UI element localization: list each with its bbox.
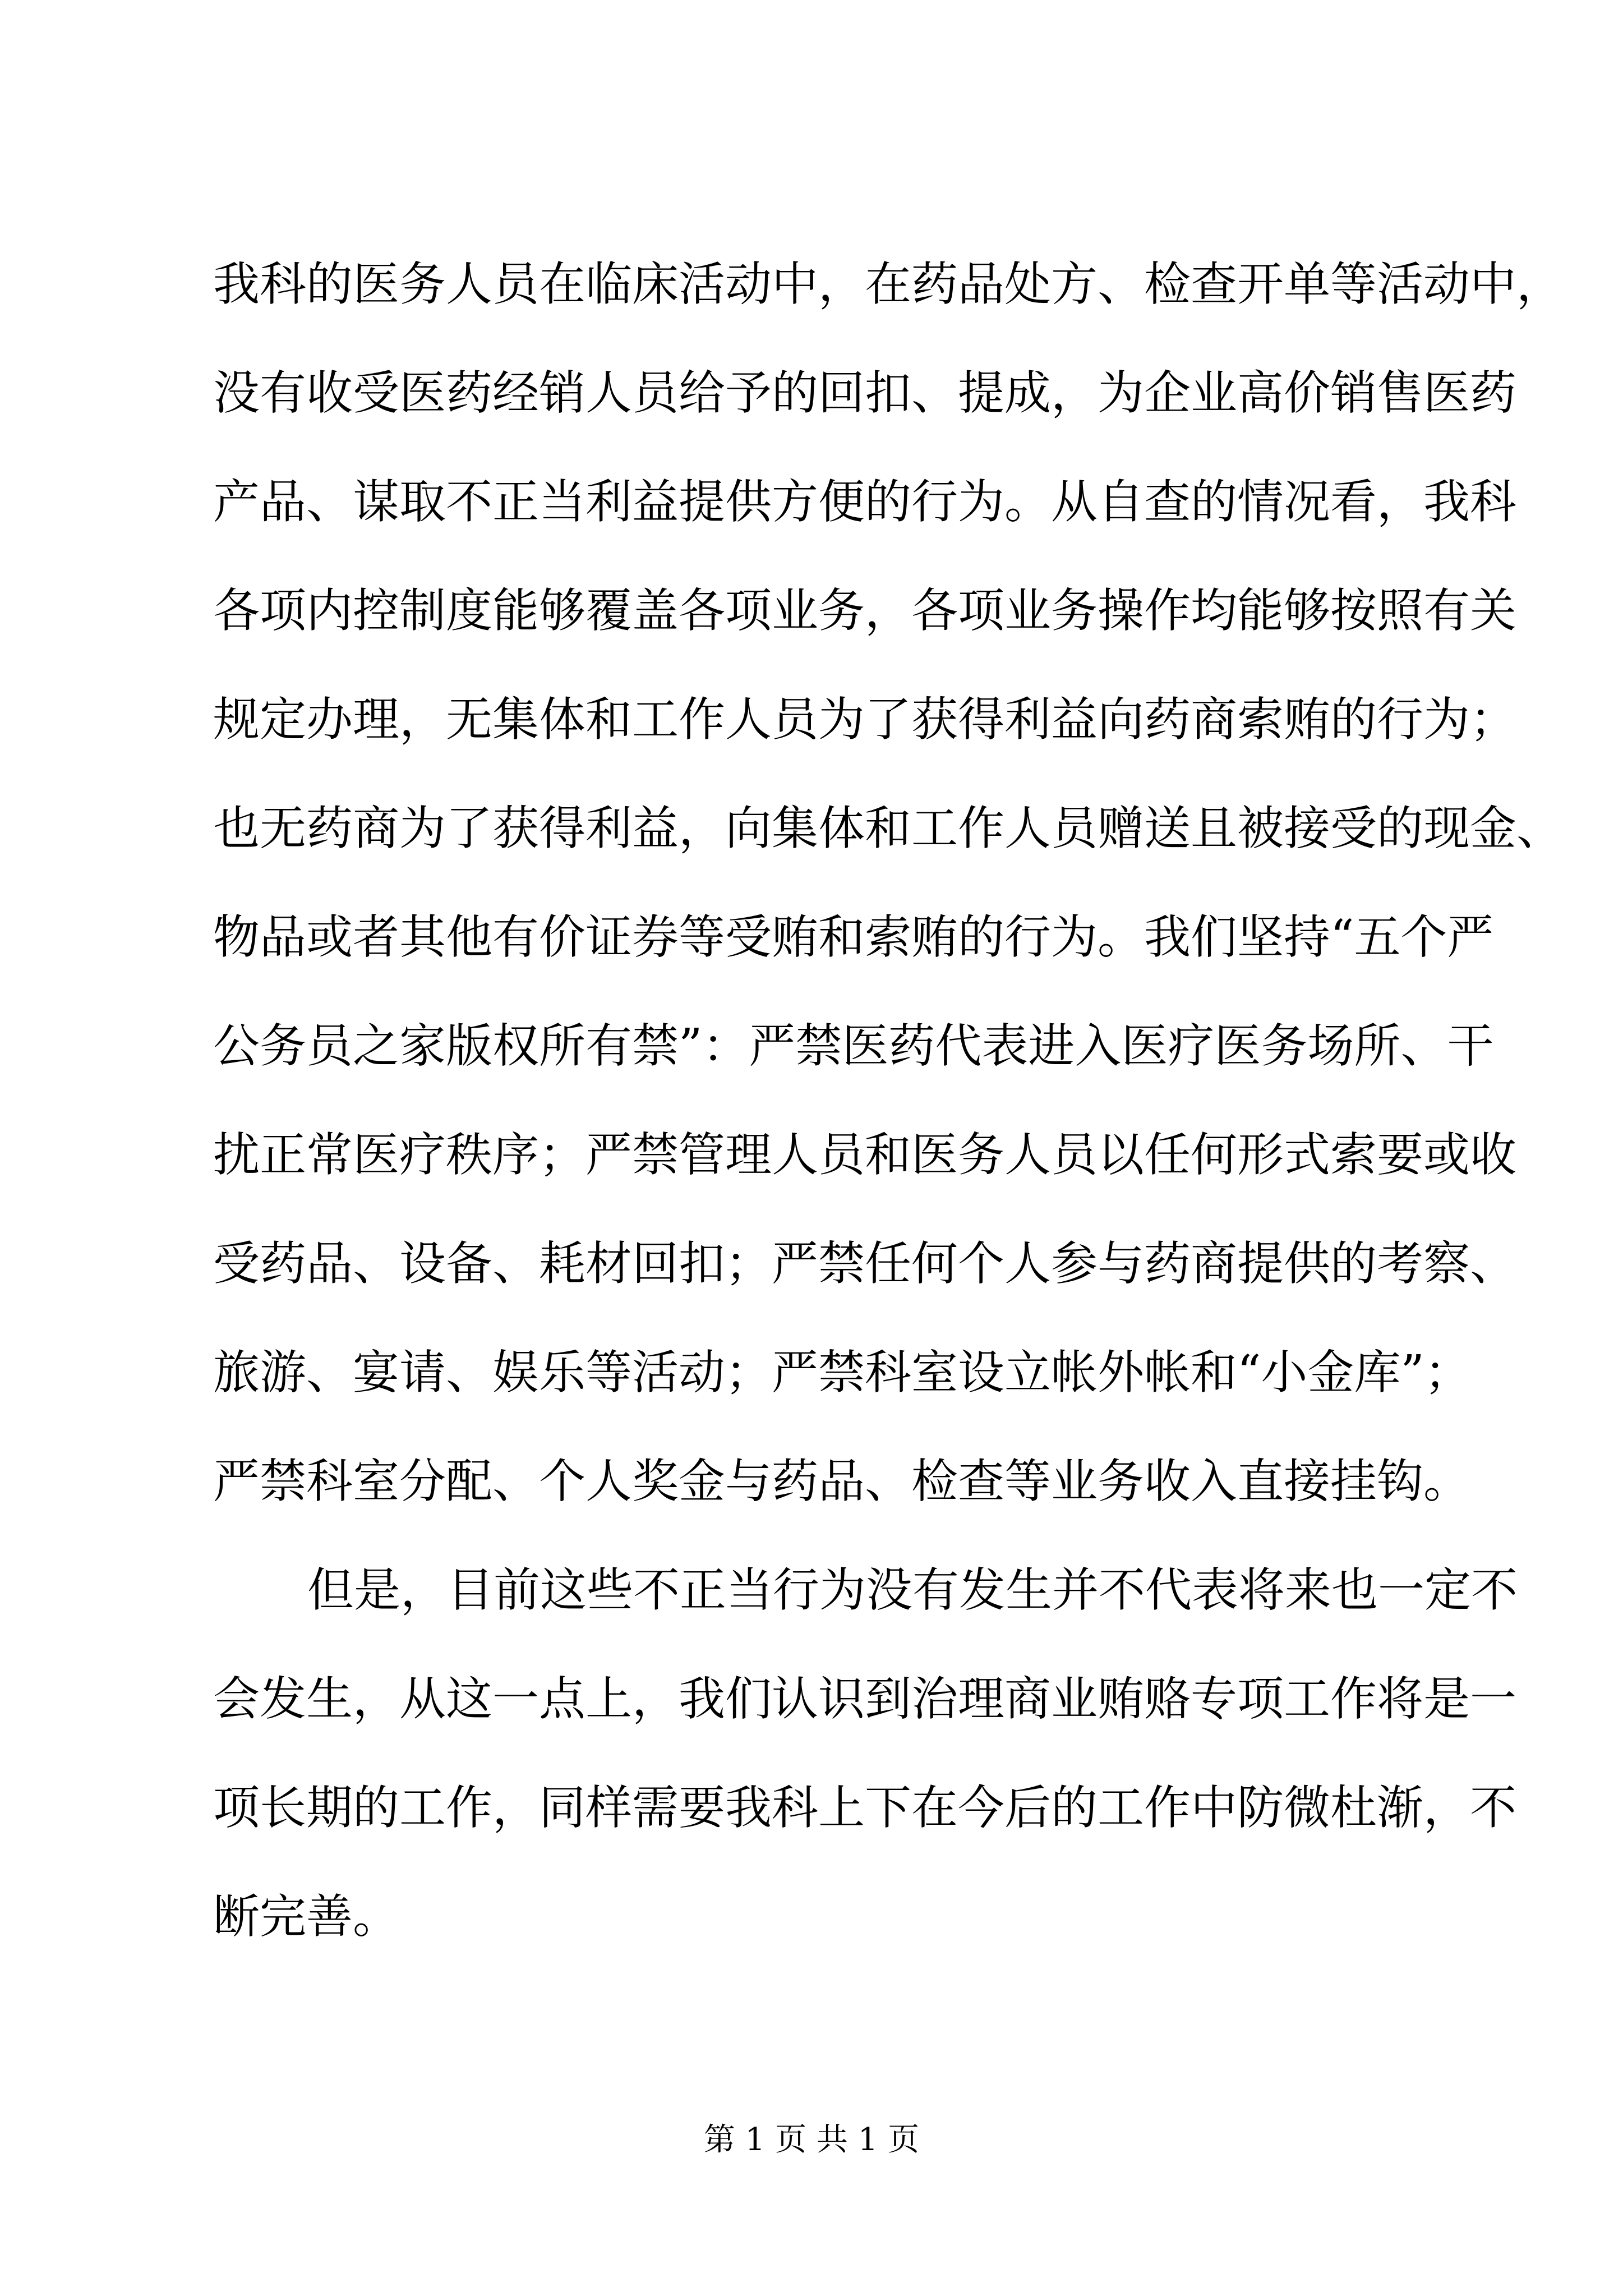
text-line: 旅游、宴请、娱乐等活动；严禁科室设立帐外帐和“小金库”；: [213, 1345, 1471, 1400]
text-line: 会发生，从这一点上，我们认识到治理商业贿赂专项工作将是一: [213, 1672, 1516, 1726]
paragraph-1: [213, 230, 1563, 1536]
text-line: 严禁科室分配、个人奖金与药品、检查等业务收入直接挂钩。: [213, 1454, 1470, 1508]
text-line: 公务员之家版权所有禁”：严禁医药代表进入医疗医务场所、干: [213, 1019, 1494, 1073]
text-line: 产品、谋取不正当利益提供方便的行为。从自查的情况看，我科: [213, 475, 1516, 529]
text-line: 断完善。: [213, 1889, 399, 1944]
text-line: 物品或者其他有价证券等受贿和索贿的行为。我们坚持“五个严: [213, 910, 1494, 964]
text-line: 规定办理，无集体和工作人员为了获得利益向药商索贿的行为；: [213, 692, 1516, 747]
body-text: [213, 230, 1563, 1971]
page-number-label: 第 1 页 共 1 页: [703, 2122, 920, 2158]
page-footer: [0, 2118, 1623, 2162]
text-line: 各项内控制度能够覆盖各项业务，各项业务操作均能够按照有关: [213, 583, 1516, 638]
text-line: 但是，目前这些不正当行为没有发生并不代表将来也一定不: [307, 1563, 1518, 1617]
text-line: 受药品、设备、耗材回扣；严禁任何个人参与药商提供的考察、: [213, 1236, 1516, 1291]
text-line: 我科的医务人员在临床活动中，在药品处方、检查开单等活动中，: [213, 257, 1563, 311]
text-line: 扰正常医疗秩序；严禁管理人员和医务人员以任何形式索要或收: [213, 1128, 1516, 1182]
text-line: 也无药商为了获得利益，向集体和工作人员赠送且被接受的现金、: [213, 801, 1563, 855]
paragraph-2: [213, 1536, 1518, 1971]
text-line: 没有收受医药经销人员给予的回扣、提成，为企业高价销售医药: [213, 366, 1516, 420]
text-line: 项长期的工作，同样需要我科上下在今后的工作中防微杜渐，不: [213, 1780, 1516, 1835]
